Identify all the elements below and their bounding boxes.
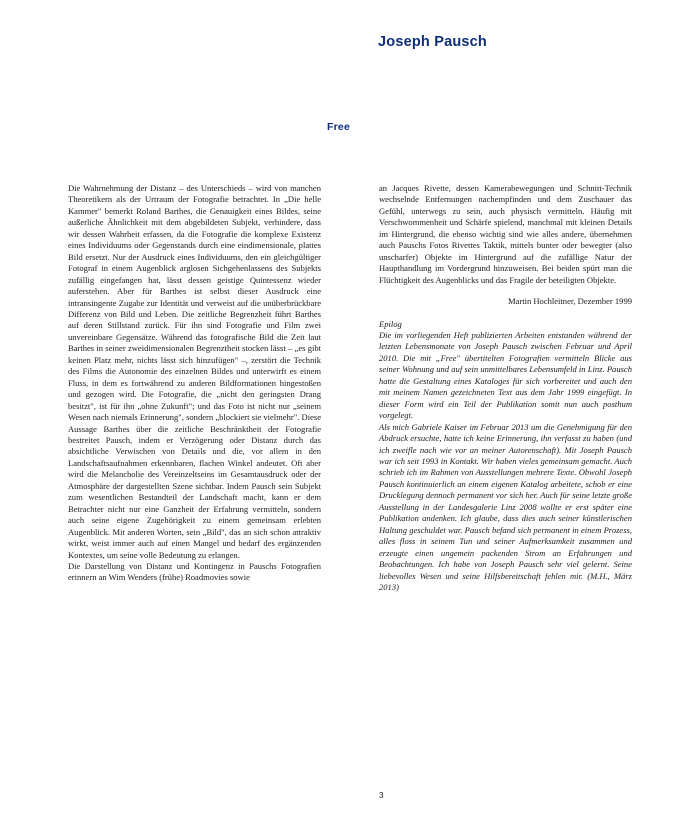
paragraph: Als mich Gabriele Kaiser im Februar 2013 um die Genehmigung für den Abdruck ersuchte, hatte ich keine Erinnerung, ihn verfasst zu haben (und ich zweifle nach wie vor an meiner Autorenschaft). Mit Joseph Pausch war ich seit 1993 in Kontakt. Wir haben vieles gemeinsam gemacht. Auch schrieb ich im Rahmen von Ausstellungen mehrere Texte. Obwohl Joseph Pausch kontinuierlich an einem eigenen Katalog arbeitete, schob er eine Drucklegung dennoch permanent vor sich her. Auch für seine letzte große Ausstellung in der Landesgalerie Linz 2008 wollte er erst später eine Publikation andenken. Ich glaube, dass dies auch seiner künstlerischen Haltung geschuldet war. Pausch befand sich permanent in einem Prozess, alles floss in seinem Tun und seiner Aufmerksamkeit zusammen und erzeugte einen ungemein packenden Strom an Erfahrungen und Beobachtungen. Ich habe von Joseph Pausch sehr viel gelernt. Seine liebevolles Wesen und seine Hilfsbereitschaft fehlen mir. (M.H., März 2013) [379,421,632,592]
epilog-body [379,330,632,593]
section-heading: Free [327,121,350,133]
page-title: Joseph Pausch [378,34,487,50]
author-byline: Martin Hochleitner, Dezember 1999 [507,296,632,307]
paragraph: Die Darstellung von Distanz und Kontingenz in Pauschs Fotografien erinnern an Wim Wenders (frühe) Roadmovies sowie [68,560,321,583]
paragraph: Die Wahrnehmung der Distanz – des Unterschieds – wird von manchen Theoretikern als der Urtraum der Fotografie betrachtet. In „Die helle Kammer" bemerkt Roland Barthes, die Genauigkeit eines Bildes, seine außerliche Ähnlichkeit mit dem abgebildeten Subjekt, verhindere, dass wir dessen Wahrheit erfassen, da die Fotografie die komplexe Existenz eines Individuums oder Gegenstands durch eine eindimensionale, plattes Bild ersetzt. Nur der Ausdruck eines Individuums, den ein gleichgültiger Fotograf in einem Augenblick arglosen Sichgehenlassens des Subjekts zufällig eingefangen hat, lässt dessen geistige Quintessenz wieder auferstehen. Aber für Barthes ist selbst dieser Ausdruck eine intransingente Zugabe zur Identität und verweist auf die unüberbrückbare Differenz von Bild und Leben. Die zeitliche Begrenzheit führt Barthes auf deren Stillstand zurück. Für ihn sind Fotografie und Film zwei unvereinbare Gegensätze. Während das fotografische Bild die Zeit laut Barthes in seiner zweidimensionalen Begrenztheit stocken lässt – „es gibt keinen Platz mehr, nichts lässt sich hinzufügen" –, zerstört die Technik des Films die Autonomie des einzelnen Bildes und unterwirft es einem Fluss, in dem es fortwährend zu anderen Bildformationen hingestoßen und gezogen wird. Die Fotografie, die „nicht den geringsten Drang besitzt", ist für ihn „ohne Zukunft"; und das Foto ist nicht nur „seinem Wesen nach niemals Erinnerung", sondern „blockiert sie vielmehr". Diese Aussage Barthes über die zeitliche Beschränktheit der Fotografie bestreitet Pausch, indem er Verzögerung oder Distanz durch das absichtliche Verwischen von Details und die, vor allem in den Landschaftsaufnahmen erkennbaren, flachen Winkel andeutet. Oft aber wird die Melancholie des Vereinzeltseins im Gesamtausdruck oder der Atmosphäre der dargestellten Szene sichtbar. Indem Pausch sein Subjekt zum wesentlichen Bestandteil der Landschaft macht, kann er dem Betrachter nicht nur eine Ganzheit der Erfahrung vermitteln, sondern auch seine eigene Zugehörigkeit zu einem gemeinsam erlebten Augenblick. Mit anderen Worten, sein „Bild", das an sich schon attraktiv wirkt, weist immer auch auf einen Mangel und bedarf des ergänzenden Kontextes, um seine volle Bedeutung zu erlangen. [68,183,321,560]
paragraph: an Jacques Rivette, dessen Kamerabewegungen und Schnitt-Technik wechselnde Entfernungen nachempfinden und dem Zuschauer das Gefühl, unterwegs zu sein, auch physisch vermitteln. Häufig mit Verschwommenheit und Schärfe spielend, manchmal mit kleinen Details im Hintergrund, die ebenso wichtig sind wie alles andere, übernehmen auch Pauschs Fotos Rivettes Taktik, mittels bunter oder bewegter (also unscharfer) Objekte im Hintergrund auf die zufällige Natur der Haupthandlung im Vordergrund hinzuweisen. Bei beiden spürt man die Flüchtigkeit des Augenblicks und das Fragile der beteiligten Objekte. [379,183,632,285]
left-column [68,183,321,584]
epilog-heading: Epilog [379,318,402,329]
right-column [379,183,632,593]
page-number: 3 [379,791,384,800]
paragraph: Die im vorliegenden Heft publizierten Arbeiten entstanden während der letzten Lebensmonate von Joseph Pausch zwischen Februar und April 2010. Die mit „Free" übertitelten Fotografien vermitteln Blicke aus seiner Wohnung und auf sein unmittelbares Lebensumfeld in Linz. Pausch hatte die Gestaltung eines Kataloges für sich vorbereitet und auch den mit meinem Namen gezeichneten Text aus dem Jahr 1999 eingefügt. In dieser Form wird ein Teil der Publikation somit nun auch posthum vorgelegt. [379,329,632,421]
